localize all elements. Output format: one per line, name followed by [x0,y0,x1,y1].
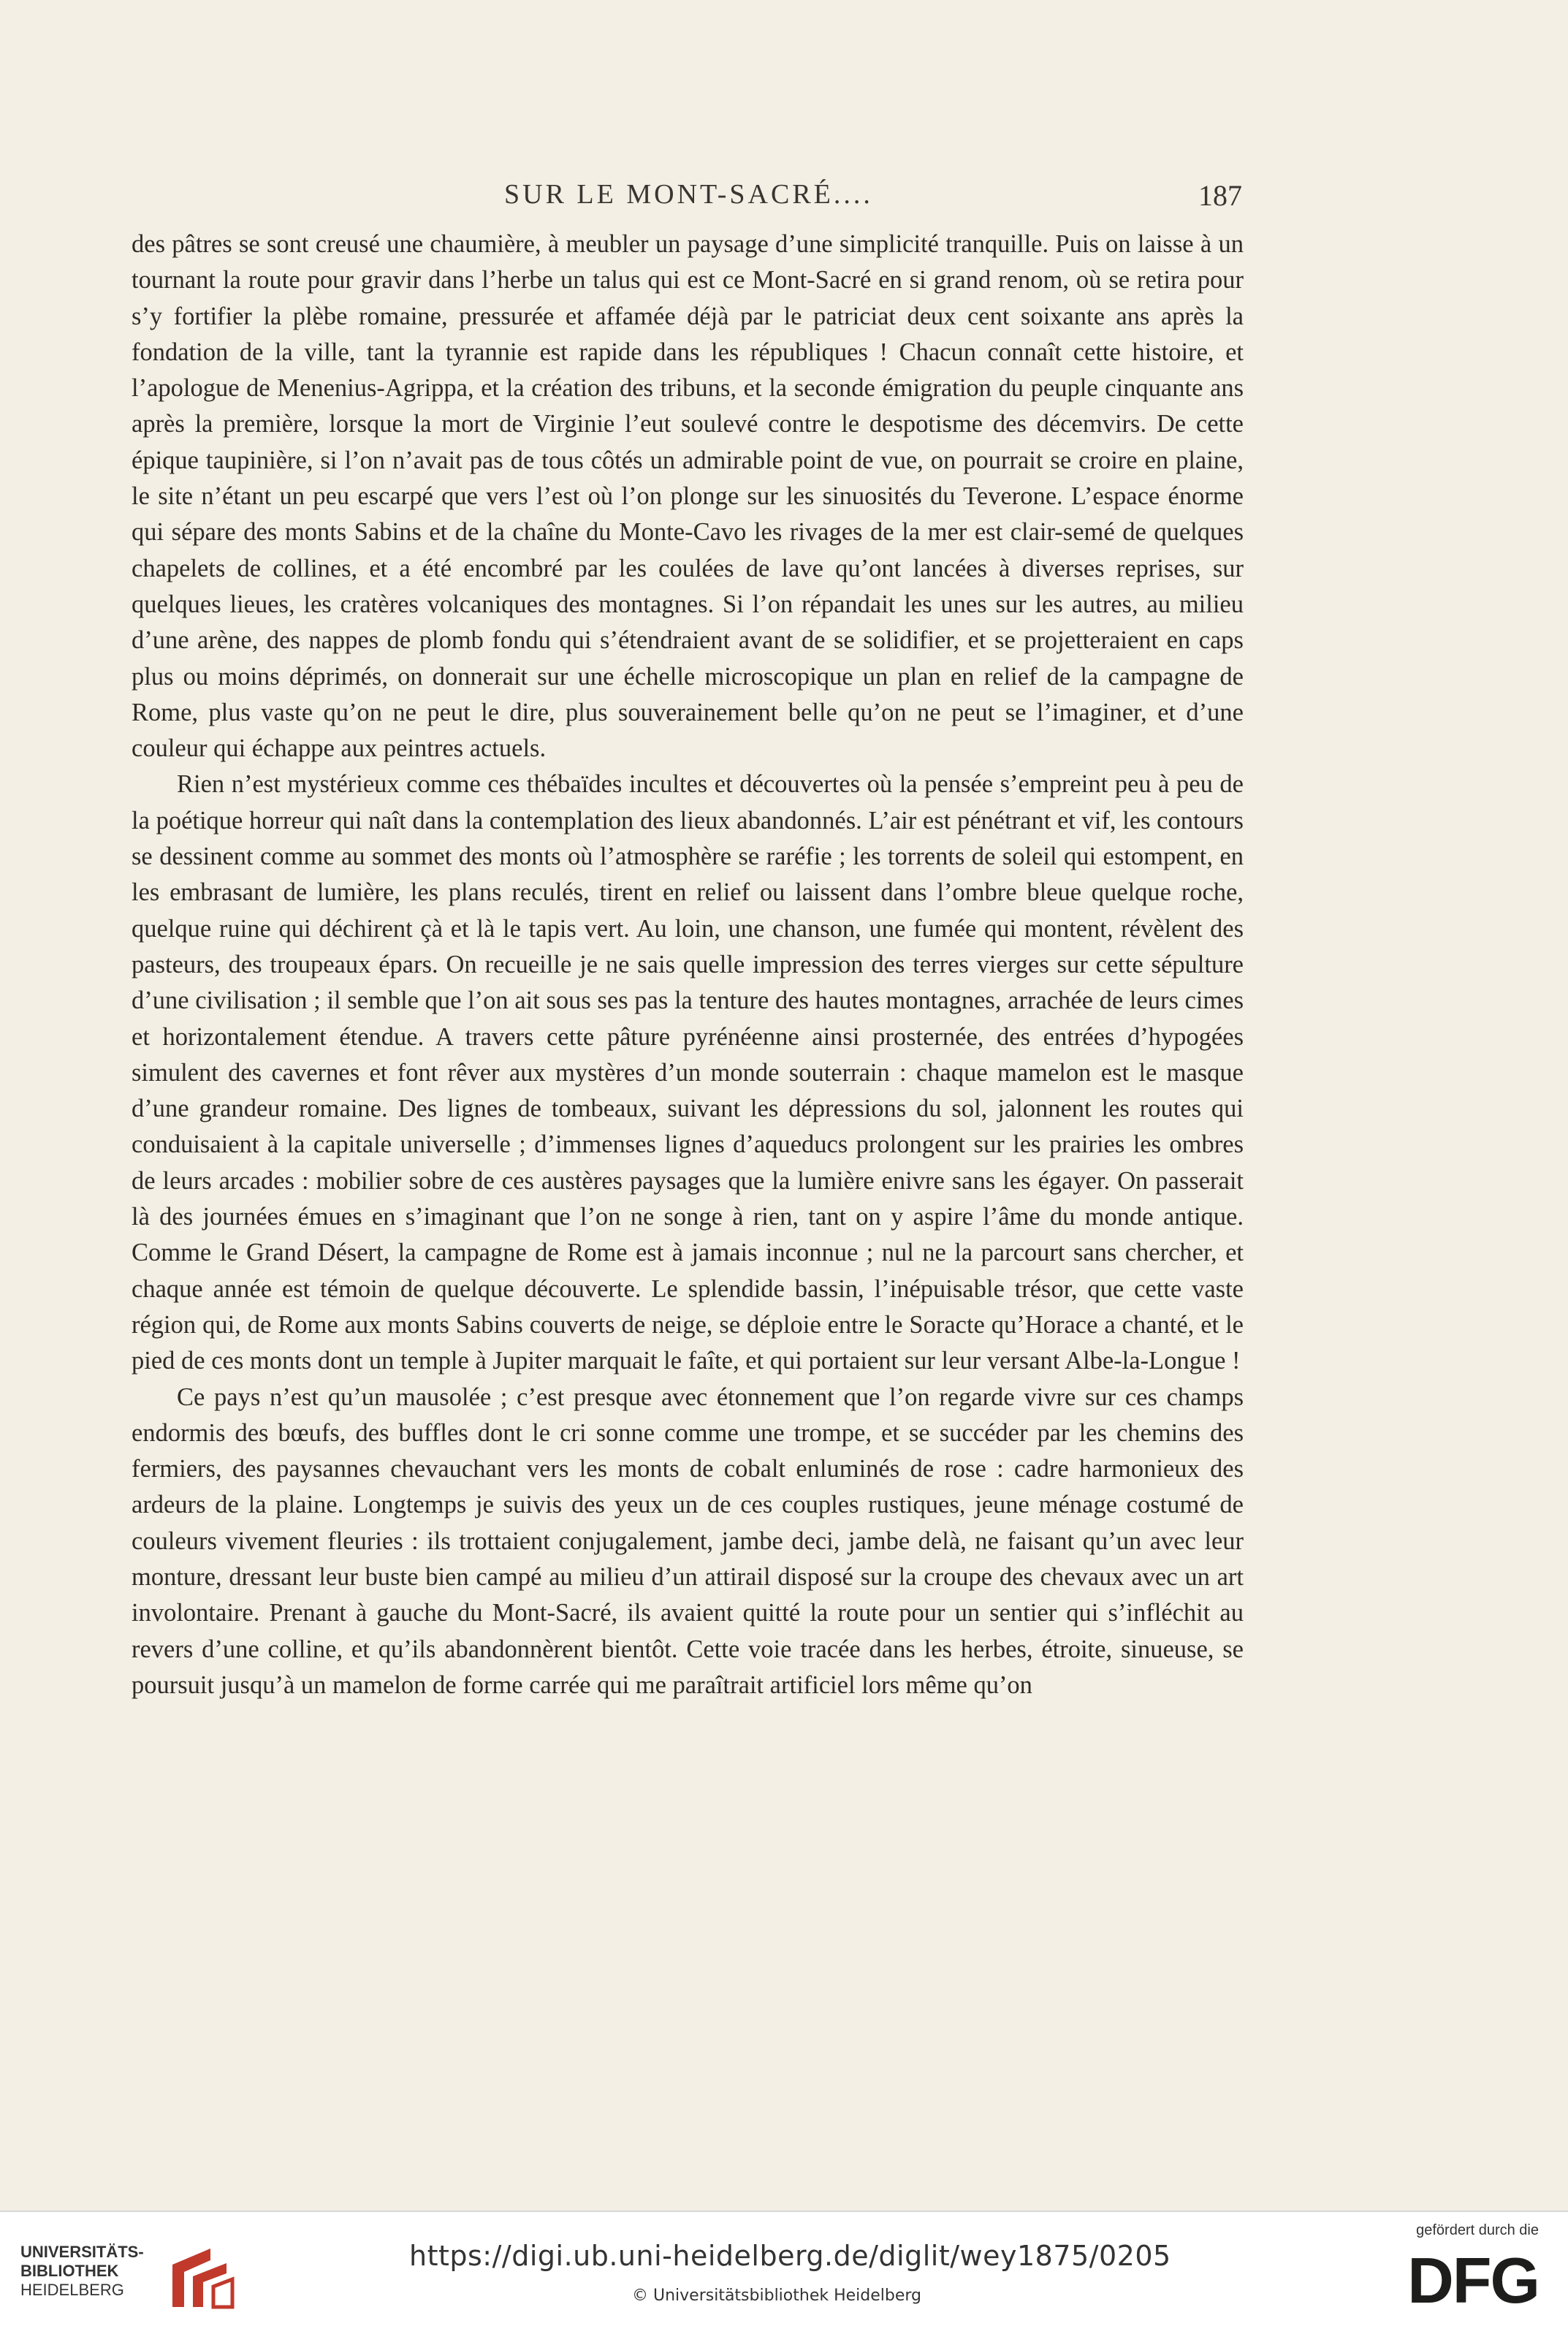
running-title: SUR LE MONT-SACRÉ.... [504,179,873,210]
funder-block[interactable] [1378,2222,1539,2317]
paragraph: Ce pays n’est qu’un mausolée ; c’est presque avec étonnement que l’on regarde vivre sur ces champs endormis des bœufs, des buffles dont le cri sonne comme une trompe, et se succéder par les chemins des fermiers, des paysannes chevauchant vers les monts de cobalt enluminés de rose : cadre harmonieux des ardeurs de la plaine. Longtemps je suivis des yeux un de ces couples rustiques, jeune ménage costumé de couleurs vivement fleuries : ils trottaient conjugalement, jambe deci, jambe delà, ne faisant qu’un avec leur monture, dressant leur buste bien campé au milieu d’un attirail disposé sur la croupe des chevaux avec un art involontaire. Prenant à gauche du Mont-Sacré, ils avaient quitté la route pour un sentier qui s’infléchit au revers d’une colline, et qu’ils abandonnèrent bientôt. Cette voie tracée dans les herbes, étroite, sinueuse, se poursuit jusqu’à un mamelon de forme carrée qui me paraîtrait artificiel lors même qu’on [132,1383,1244,1699]
permalink-url[interactable]: https://digi.ub.uni-heidelberg.de/diglit/wey1875/0205 [409,2240,1171,2272]
library-emblem-icon [159,2243,240,2312]
library-name [20,2243,144,2300]
viewer-footer [0,2211,1568,2326]
library-name-line: UNIVERSITÄTS- [20,2243,144,2261]
dfg-logo: DFG [1407,2244,1539,2317]
funding-note: gefördert durch die [1416,2222,1539,2238]
library-name-line: BIBLIOTHEK [20,2262,119,2280]
paragraph: Rien n’est mystérieux comme ces thébaïdes incultes et découvertes où la pensée s’empreint peu à peu de la poétique horreur qui naît dans la contemplation des lieux abandonnés. L’air est pénétrant et vif, les contours se dessinent comme au sommet des monts où l’atmosphère se raréfie ; les torrents de soleil qui estompent, en les embrasant de lumière, les plans reculés, tirent en relief ou laissent dans l’ombre bleue quelque roche, quelque ruine qui déchirent çà et là le tapis vert. Au loin, une chanson, une fumée qui montent, révèlent des pasteurs, des troupeaux épars. On recueille je ne sais quelle impression des terres vierges sur cette sépulture d’une civilisation ; il semble que l’on ait sous ses pas la tenture des hautes montagnes, arrachée de leurs cimes et horizontalement étendue. A travers cette pâture pyrénéenne ainsi prosternée, des entrées d’hypogées simulent des cavernes et font rêver aux mystères d’un monde souterrain : chaque mamelon est le masque d’une grandeur romaine. Des lignes de tombeaux, suivant les dépressions du sol, jalonnent les routes qui conduisaient à la capitale universelle ; d’immenses lignes d’aqueducs prolongent sur les prairies les ombres de leurs arcades : mobilier sobre de ces austères paysages que la lumière enivre sans les égayer. On passerait là des journées émues en s’imaginant que l’on ne songe à rien, tant on y aspire l’âme du monde antique. Comme le Grand Désert, la campagne de Rome est à jamais inconnue ; nul ne la parcourt sans chercher, et chaque année est témoin de quelque découverte. Le splendide bassin, l’inépuisable trésor, que cette vaste région qui, de Rome aux monts Sabins couverts de neige, se déploie entre le Soracte qu’Horace a chanté, et le pied de ces monts dont un temple à Jupiter marquait le faîte, et qui portaient sur leur versant Albe-la-Longue ! [132,770,1244,1375]
library-name-line: HEIDELBERG [20,2281,124,2299]
running-head [132,178,1242,222]
library-logo[interactable] [20,2243,254,2316]
copyright-notice: © Universitätsbibliothek Heidelberg [632,2287,922,2305]
paragraph: des pâtres se sont creusé une chaumière, à meubler un paysage d’une simplicité tranquille. Puis on laisse à un tournant la route pour gravir dans l’herbe un talus qui est ce Mont-Sacré en si grand renom, où se retira pour s’y fortifier la plèbe romaine, pressurée et affamée déjà par le patriciat deux cent soixante ans après la fondation de la ville, tant la tyrannie est rapide dans les républiques ! Chacun connaît cette histoire, et l’apologue de Menenius-Agrippa, et la création des tribuns, et la seconde émigration du peuple cinquante ans après la première, lorsque la mort de Virginie l’eut soulevé contre le despotisme des décemvirs. De cette épique taupinière, si l’on n’avait pas de tous côtés un admirable point de vue, on pourrait se croire en plaine, le site n’étant un peu escarpé que vers l’est où l’on plonge sur les sinuosités du Teverone. L’espace énorme qui sépare des monts Sabins et de la chaîne du Monte-Cavo les rivages de la mer est clair-semé de quelques chapelets de collines, et a été encombré par les coulées de lave qu’ont lancées à diverses reprises, sur quelques lieues, les cratères volcaniques des montagnes. Si l’on répandait les unes sur les autres, au milieu d’une arène, des nappes de plomb fondu qui s’étendraient avant de se solidifier, et se projetteraient en caps plus ou moins déprimés, on donnerait sur une échelle microscopique un plan en relief de la campagne de Rome, plus vaste qu’on ne peut le dire, plus souverainement belle qu’on ne peut se l’imaginer, et d’une couleur qui échappe aux peintres actuels. [132,230,1244,763]
body-text [132,227,1244,1703]
page-number: 187 [1198,179,1242,212]
